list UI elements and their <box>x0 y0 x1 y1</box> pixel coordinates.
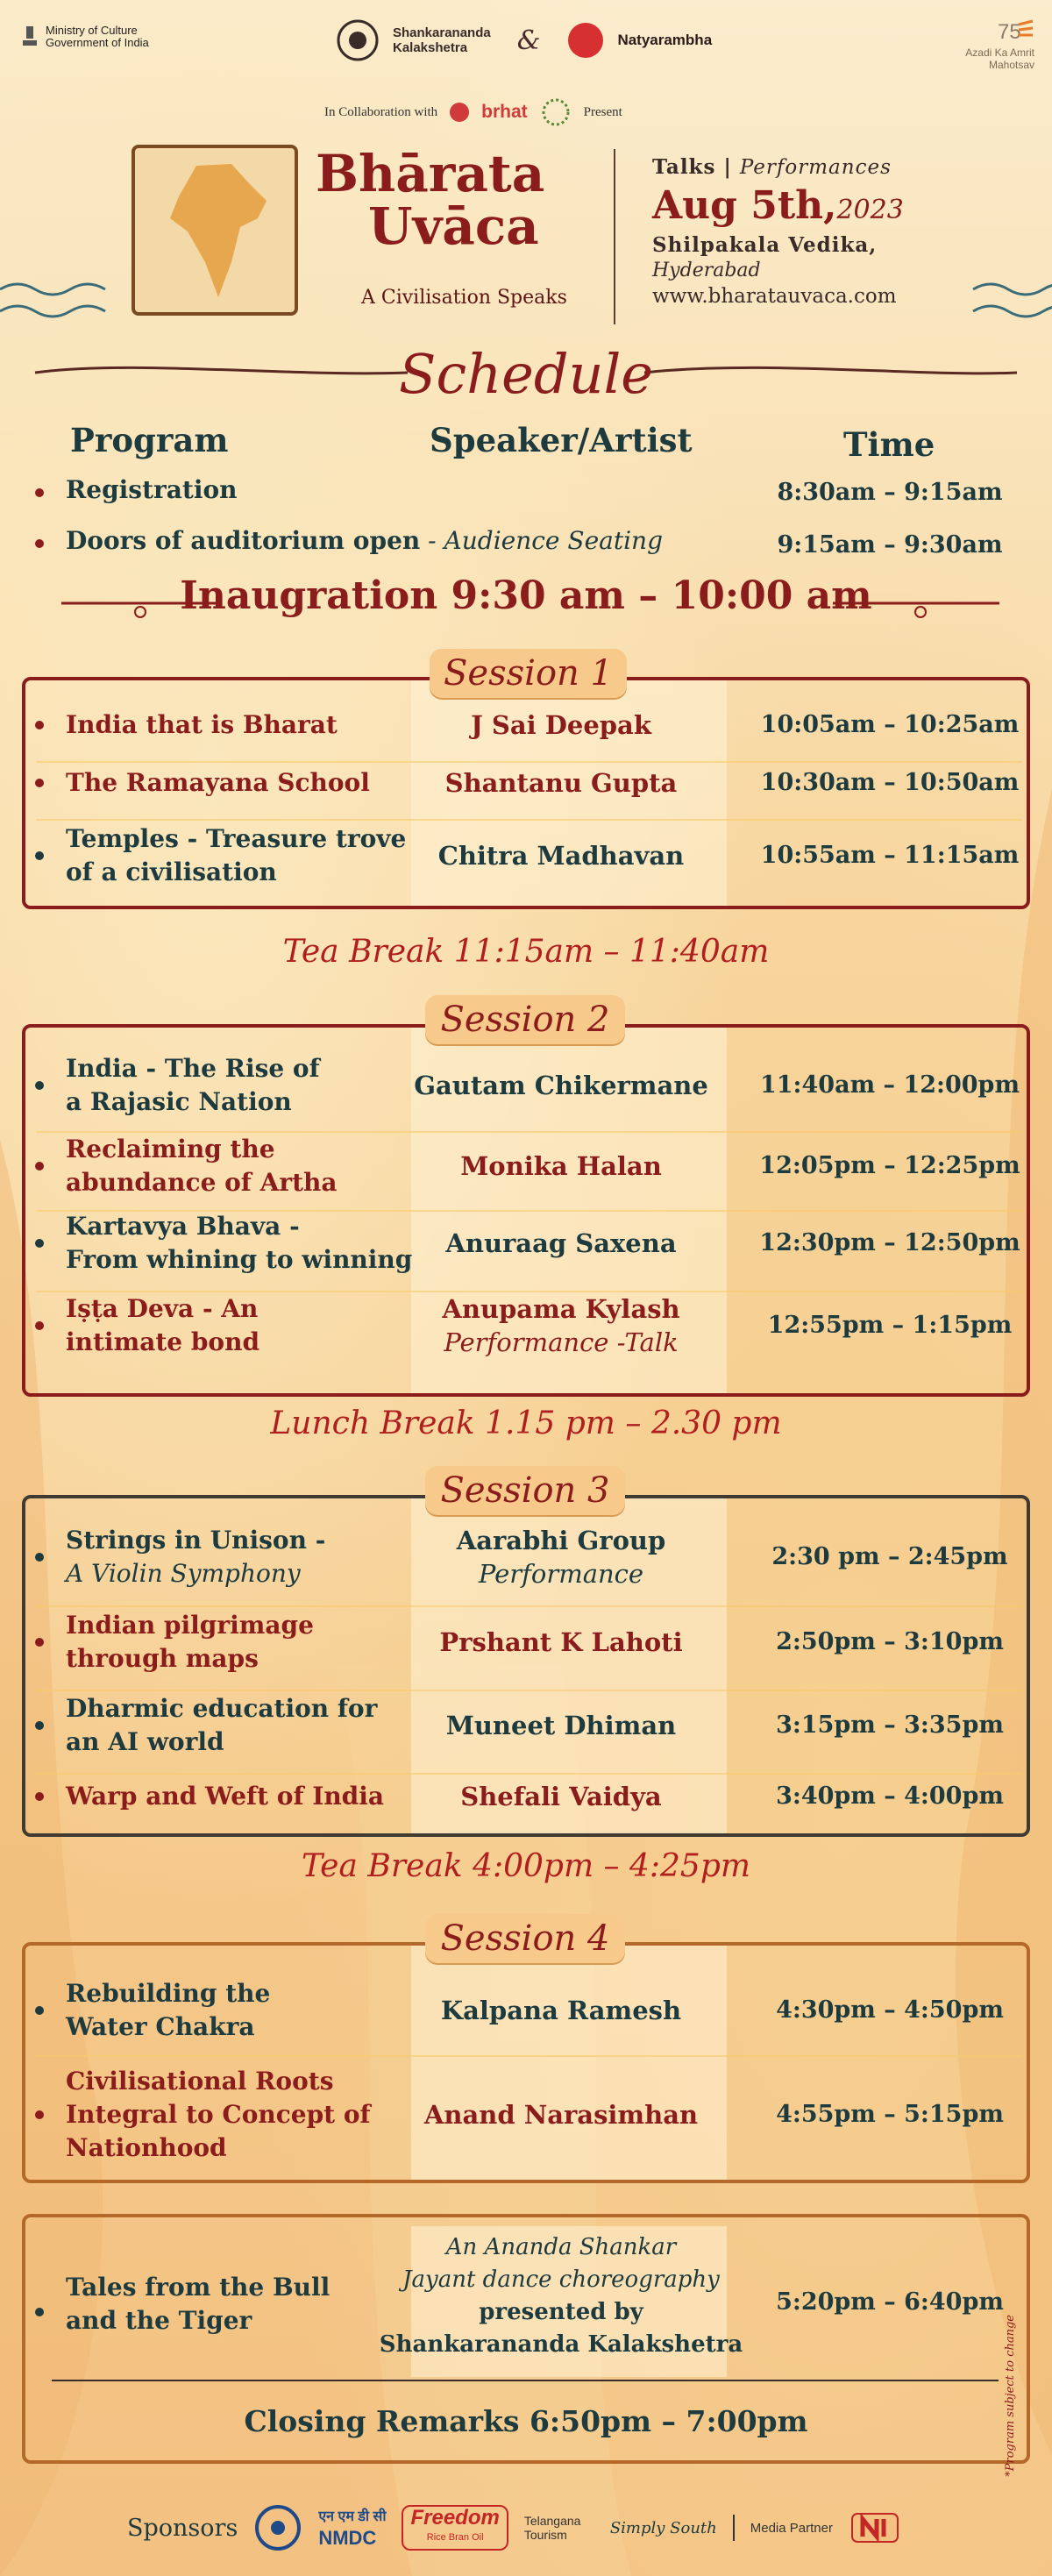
program-time: 5:20pm – 6:40pm <box>776 2288 1004 2316</box>
event-format: Talks | Performances <box>652 155 892 179</box>
national-emblem-icon <box>21 25 39 51</box>
program-time: 11:40am – 12:00pm <box>759 1071 1020 1099</box>
organizers <box>335 18 712 63</box>
program-time: 10:55am – 11:15am <box>760 842 1020 869</box>
bullet-icon <box>35 2308 44 2316</box>
program-title: Indian pilgrimage through maps <box>66 1611 314 1673</box>
bullet-icon <box>35 1321 44 1330</box>
ampersand: & <box>516 25 541 56</box>
bullet-icon <box>35 851 44 860</box>
tea-break-1: Tea Break 11:15am – 11:40am <box>282 934 770 970</box>
collaboration-line <box>324 95 622 130</box>
program-title: Dharmic education for an AI world <box>66 1694 378 1756</box>
telangana-logo: Telangana Tourism <box>523 2514 581 2542</box>
partner-mandala-icon <box>538 95 573 130</box>
speaker-name: Kalpana Ramesh <box>440 1996 682 2025</box>
organizer-2: Natyarambha <box>617 32 713 48</box>
speaker-name: Shantanu Gupta <box>444 768 678 798</box>
program-time: 2:50pm – 3:10pm <box>776 1628 1004 1655</box>
speaker-name: Anupama Kylash Performance -Talk <box>442 1294 680 1357</box>
event-subtitle: A Civilisation Speaks <box>361 287 567 309</box>
freedom-logo: Freedom Rice Bran Oil <box>402 2505 508 2551</box>
speaker-name: Muneet Dhiman <box>445 1711 677 1740</box>
svg-text:75: 75 <box>998 20 1021 44</box>
program-title: Iṣṭa Deva - An intimate bond <box>66 1294 260 1356</box>
program-title: Reclaiming the abundance of Artha <box>66 1135 338 1197</box>
bullet-icon <box>35 1081 44 1090</box>
tea-break-2: Tea Break 4:00pm – 4:25pm <box>301 1848 751 1884</box>
speaker-line-2: Shankarananda Kalakshetra <box>379 2331 743 2358</box>
media-partner-label: Media Partner <box>750 2520 833 2536</box>
col-time: Time <box>843 425 935 464</box>
program-title: Rebuilding the Water Chakra <box>66 1979 271 2041</box>
speaker-name: J Sai Deepak <box>471 710 651 740</box>
program-title: India that is Bharat <box>66 710 338 739</box>
speaker-note-1: An Ananda Shankar <box>445 2234 677 2260</box>
speaker-name: Prshant K Lahoti <box>439 1627 683 1657</box>
session-2-label: Session 2 <box>425 995 625 1044</box>
program-time: 8:30am – 9:15am <box>777 479 1003 506</box>
program-title: India - The Rise of a Rajasic Nation <box>66 1054 320 1116</box>
ministry-block <box>21 25 149 51</box>
bullet-icon <box>35 488 44 497</box>
event-city: Hyderabad <box>652 260 761 281</box>
brhat-logo-icon <box>448 101 471 124</box>
event-info <box>652 155 904 310</box>
program-title: Tales from the Bull and the Tiger <box>66 2273 331 2335</box>
format-talks: Talks <box>652 155 716 179</box>
header-divider <box>614 149 615 324</box>
sponsors-title: Sponsors <box>127 2514 238 2542</box>
organizer-1-line-1: Shankarananda <box>393 25 491 40</box>
program-title: The Ramayana School <box>66 768 370 797</box>
speaker-name: Shefali Vaidya <box>460 1782 662 1811</box>
bullet-icon <box>35 721 44 729</box>
program-title: Kartavya Bhava - From whining to winning <box>66 1212 413 1274</box>
program-title: Civilisational Roots Integral to Concept of Nationhood <box>66 2067 371 2162</box>
bullet-icon <box>35 779 44 787</box>
bullet-icon <box>35 2006 44 2015</box>
azadi-text: Azadi Ka Amrit Mahotsav <box>965 46 1034 71</box>
natyarambha-logo-icon <box>566 21 605 60</box>
speaker-name: Chitra Madhavan <box>437 841 685 871</box>
lunch-break: Lunch Break 1.15 pm – 2.30 pm <box>270 1405 782 1441</box>
nmdc-name: NMDC <box>318 2527 377 2549</box>
program-title: Strings in Unison - A Violin Symphony <box>66 1526 326 1588</box>
event-date <box>652 184 904 232</box>
speaker-name: Anuraag Saxena <box>445 1228 677 1258</box>
india-map-icon <box>135 148 295 312</box>
speaker-name: Monika Halan <box>460 1151 662 1181</box>
kalakshetra-logo-icon <box>335 18 380 63</box>
speaker-note-2: Jayant dance choreography <box>402 2266 720 2293</box>
sponsor-divider <box>733 2515 735 2541</box>
date-main: Aug 5th, <box>652 183 837 228</box>
sponsors-bar <box>127 2503 901 2552</box>
india-map-art <box>132 145 298 316</box>
bullet-icon <box>35 1792 44 1801</box>
event-url[interactable]: www.bharatauvaca.com <box>652 285 897 308</box>
format-performances: Performances <box>739 156 892 179</box>
col-program: Program <box>70 421 229 459</box>
program-time: 3:40pm – 4:00pm <box>776 1783 1004 1810</box>
program-time: 12:05pm – 12:25pm <box>759 1152 1020 1179</box>
collab-prefix: In Collaboration with <box>324 104 438 119</box>
collab-suffix: Present <box>583 104 622 119</box>
program-title: Temples - Treasure trove of a civilisation <box>66 824 407 886</box>
nmdc-logo-icon <box>253 2503 302 2552</box>
collab-partner: brhat <box>481 102 528 122</box>
azadi-75-icon <box>982 18 1034 44</box>
session-3-label: Session 3 <box>425 1466 625 1515</box>
title-line-2: Uvāca <box>368 196 539 256</box>
session-4-label: Session 4 <box>425 1914 625 1963</box>
program-time: 12:30pm – 12:50pm <box>759 1229 1020 1256</box>
title-line-1: Bhārata <box>316 144 545 203</box>
program-time: 2:30 pm – 2:45pm <box>771 1543 1008 1570</box>
program-time: 12:55pm – 1:15pm <box>767 1312 1013 1339</box>
schedule-title: Schedule <box>399 342 653 406</box>
azadi-logo <box>947 18 1034 71</box>
program-time: 3:15pm – 3:35pm <box>776 1711 1004 1739</box>
ministry-line-1: Ministry of Culture <box>46 24 138 37</box>
side-note: *Program subject to change <box>1004 2315 1017 2477</box>
speaker-name: Anand Narasimhan <box>423 2100 699 2130</box>
bullet-icon <box>35 1638 44 1647</box>
program-time: 4:30pm – 4:50pm <box>776 1996 1004 2024</box>
speaker-name: Gautam Chikermane <box>414 1071 708 1100</box>
bullet-icon <box>35 1721 44 1730</box>
program-time: 4:55pm – 5:15pm <box>776 2101 1004 2128</box>
event-venue: Shilpakala Vedika, <box>652 233 878 257</box>
program-title: Doors of auditorium open - Audience Seating <box>66 526 664 555</box>
simply-south-logo: Simply South <box>609 2518 717 2537</box>
nmdc-hindi: एन एम डी सी <box>318 2509 387 2524</box>
program-time: 10:05am – 10:25am <box>760 711 1020 738</box>
col-speaker: Speaker/Artist <box>430 421 693 459</box>
bullet-icon <box>35 539 44 548</box>
media-partner-logo-icon <box>849 2510 901 2545</box>
bullet-icon <box>35 1162 44 1171</box>
event-title <box>316 144 545 256</box>
program-title: Warp and Weft of India <box>66 1782 385 1811</box>
session-1-label: Session 1 <box>430 649 627 698</box>
date-year: 2023 <box>836 195 904 225</box>
program-time: 9:15am – 9:30am <box>777 531 1003 559</box>
speaker-line-1: presented by <box>479 2299 643 2325</box>
ministry-line-2: Government of India <box>46 36 149 49</box>
inauguration: Inaugration 9:30 am – 10:00 am <box>180 573 872 618</box>
closing-remarks: Closing Remarks 6:50pm – 7:00pm <box>244 2404 808 2438</box>
bullet-icon <box>35 2110 44 2119</box>
speaker-name: Aarabhi Group Performance <box>456 1526 666 1589</box>
bullet-icon <box>35 1553 44 1562</box>
organizer-1-line-2: Kalakshetra <box>393 40 468 55</box>
program-time: 10:30am – 10:50am <box>760 769 1020 796</box>
program-title: Registration <box>66 475 238 504</box>
bullet-icon <box>35 1239 44 1248</box>
